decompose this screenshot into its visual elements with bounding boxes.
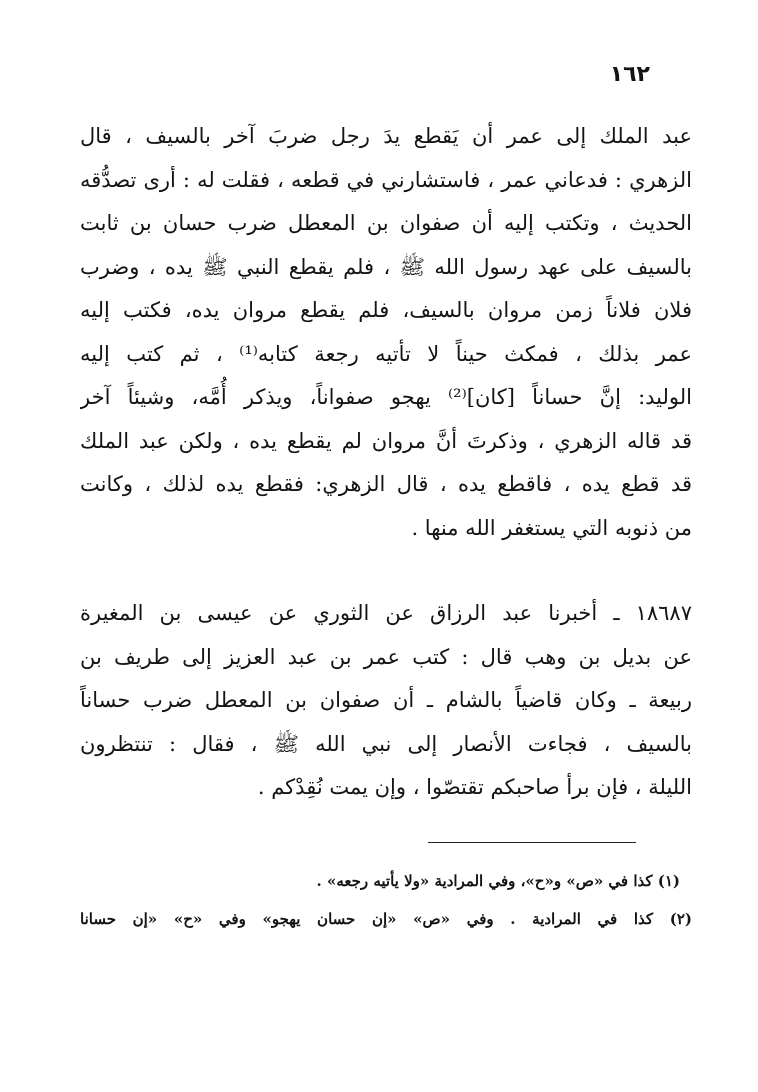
text-line: الحديث ، وتكتب إليه أن صفوان بن المعطل ضرب حسان بن ثابت	[80, 211, 692, 235]
text-line: قد قطع يده ، فاقطع يده ، قال الزهري: فقطع يده لذلك ، وكانت	[80, 472, 692, 496]
text-line: فلان فلاناً زمن مروان بالسيف، فلم يقطع مروان يده، فكتب إليه	[80, 298, 692, 322]
text-line: الزهري : فدعاني عمر ، فاستشارني في قطعه ، فقلت له : أرى تصدُّقه	[80, 167, 692, 192]
text-line: ربيعة ـ وكان قاضياً بالشام ـ أن صفوان بن المعطل ضرب حساناً	[80, 688, 692, 712]
text-line: من ذنوبه التي يستغفر الله منها .	[411, 515, 692, 540]
footnote-2: (٢) كذا في المرادية . وفي «ص» «إن حسان يهجو» وفي «ح» «إن حسانا	[80, 910, 692, 928]
text-line: الوليد: إنَّ حساناً [كان]⁽²⁾ يهجو صفواناً، ويذكر أُمَّه، وشيئاً آخر	[80, 385, 692, 409]
paragraph-2	[80, 592, 692, 810]
text-line: عبد الملك إلى عمر أن يَقطع يدَ رجل ضربَ آخر بالسيف ، قال	[80, 124, 692, 148]
text-line: بالسيف ، فجاءت الأنصار إلى نبي الله ﷺ ، فقال : تنتظرون	[80, 731, 692, 756]
footnote-divider	[428, 842, 636, 843]
text-line: عن بديل بن وهب قال : كتب عمر بن عبد العزيز إلى طريف بن	[80, 644, 692, 669]
text-line: عمر بذلك ، فمكث حيناً لا تأتيه رجعة كتابه⁽¹⁾ ، ثم كتب إليه	[80, 341, 692, 366]
text-line: بالسيف على عهد رسول الله ﷺ ، فلم يقطع النبي ﷺ يده ، وضرب	[80, 254, 692, 279]
page-number: ١٦٢	[609, 62, 650, 87]
footnote-1: (١) كذا في «ص» و«ح»، وفي المرادية «ولا يأتيه رجعه» .	[316, 872, 680, 890]
text-line: قد قاله الزهري ، وذكرتَ أنَّ مروان لم يقطع يده ، ولكن عبد الملك	[80, 428, 692, 453]
text-line: ١٨٦٨٧ ـ أخبرنا عبد الرزاق عن الثوري عن عيسى بن المغيرة	[80, 601, 692, 625]
text-line: الليلة ، فإن برأ صاحبكم تقتصّوا ، وإن يمت نُقِدْكم .	[257, 775, 692, 799]
footnotes	[80, 862, 692, 938]
paragraph-1	[80, 115, 692, 550]
